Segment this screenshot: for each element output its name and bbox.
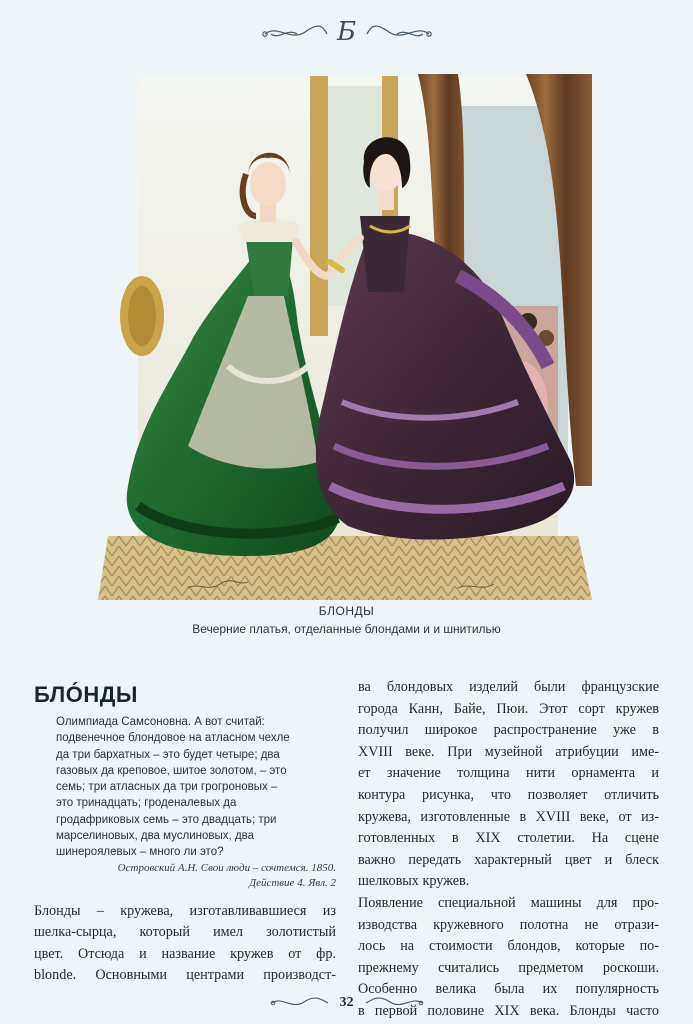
body-line: города Канн, Байе, Пюи. Этот сорт кружев — [358, 700, 659, 717]
attribution-line: Островский А.Н. Свои люди – сочтемся. 1850. — [117, 861, 336, 874]
body-line: Особенно велика была их популярность — [358, 981, 659, 998]
fashion-plate-illustration — [98, 66, 592, 600]
epigraph — [56, 714, 336, 891]
illustration-caption-title: БЛОНДЫ — [318, 604, 375, 618]
top-ornament — [0, 14, 693, 52]
body-line: готовленных в XIX столетии. На сцене — [358, 830, 659, 847]
epigraph-line: марселиновых, два муслиновых, два — [56, 830, 255, 843]
epigraph-line: да три бархатных – это будет четыре; два — [56, 748, 280, 761]
body-line: blonde. Основными центрами производст- — [34, 967, 336, 984]
epigraph-line: Олимпиада Самсоновна. А вот считай: — [56, 716, 265, 728]
body-line: важно передать характерный цвет и блеск — [358, 851, 659, 868]
chapter-monogram: Б — [336, 17, 357, 47]
body-line: цвет. Отсюда и название кружев от фр. — [34, 945, 336, 962]
epigraph-line: газовых да креповое, шитое золотом, – это — [56, 764, 287, 777]
article-heading: БЛО́НДЫ — [34, 682, 138, 707]
body-line: в первой половине XIX века. Блонды часто — [358, 1002, 659, 1019]
epigraph-line: гродафриковых семь – это двадцать; три — [56, 813, 277, 826]
illustration-caption-subtitle: Вечерние платья, отделанные блондами и и шнитилью — [192, 622, 501, 636]
body-line: ва блондовых изделий были французские — [358, 679, 659, 695]
body-line: изводства кружевного полотна не отрази- — [358, 916, 659, 933]
attribution-line: Действие 4. Явл. 2 — [249, 876, 336, 889]
body-line: лось на стоимости блондов, которые по- — [358, 938, 659, 955]
page-footer — [0, 990, 693, 1016]
left-column — [34, 682, 336, 987]
left-flourish-icon — [270, 996, 330, 1010]
body-line: шелка-сырца, который имел золотистый — [34, 924, 336, 941]
epigraph-line: это тринадцать; гроденалевых да — [56, 797, 237, 810]
body-line: XVIII веке. При музейной атрибуции име- — [358, 743, 659, 760]
body-line: контура рисунка, что позволяет отличить — [358, 786, 659, 803]
epigraph-line: подвенечное блондовое на атласном чехле — [56, 732, 290, 745]
right-column — [358, 677, 659, 1023]
epigraph-attribution — [56, 861, 336, 891]
body-line: шелковых кружев. — [358, 873, 470, 890]
epigraph-line: семь; три атласных да три грогроновых – — [56, 781, 278, 794]
right-flourish-icon — [364, 996, 424, 1010]
epigraph-line: шинероялевых – много ли это? — [56, 846, 224, 859]
body-line: прежнему считались предметом роскоши. — [358, 959, 659, 976]
body-line: Появление специальной машины для про- — [358, 894, 659, 911]
page-number: 32 — [339, 995, 354, 1010]
body-line: ет значение толщина нити орнамента и — [358, 765, 659, 782]
body-line: Блонды – кружева, изготавливавшиеся из — [34, 902, 336, 919]
body-text-left — [34, 901, 336, 987]
body-line: кружева, изготовленные в XVIII веке, от из- — [358, 808, 659, 825]
body-line: получил широкое распространение уже в — [358, 722, 659, 739]
